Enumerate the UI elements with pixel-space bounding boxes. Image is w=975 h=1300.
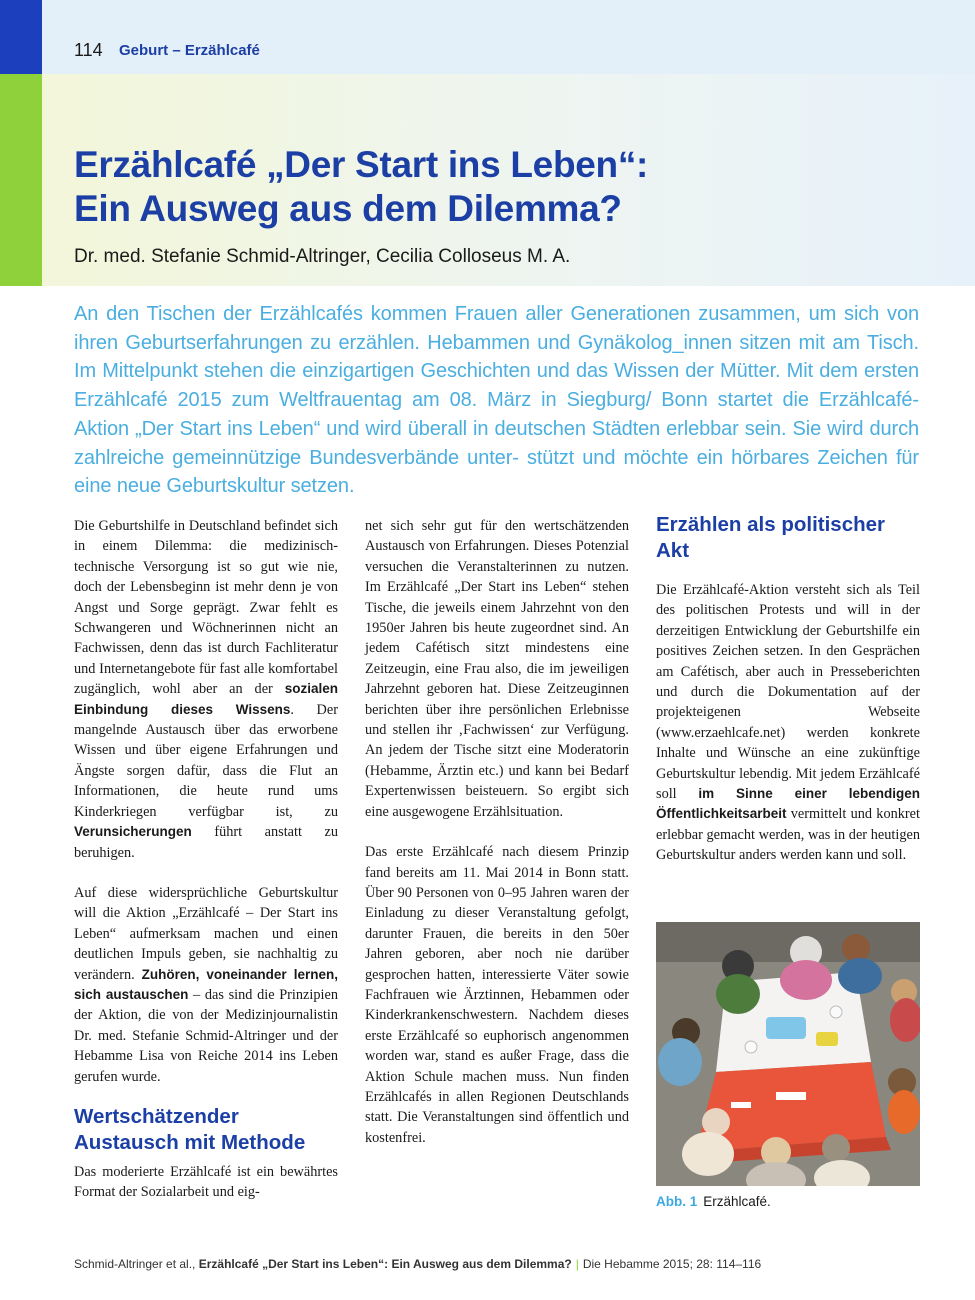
header-bar <box>0 0 975 74</box>
bold-phrase: Verunsicherungen <box>74 824 192 840</box>
article-authors: Dr. med. Stefanie Schmid-Altringer, Cecilia Colloseus M. A. <box>74 246 571 267</box>
footer-citation <box>74 1257 761 1271</box>
col3-paragraph-1: Die Erzählcafé-Aktion versteht sich als Teil des politischen Protests und will in der derzeitigen Entwicklung der Geburtshilfe ein positives Zeichen setzen. In den Gesprächen am Cafétisch, aber auch in Presseberichten und durch die Dokumentation auf der projekteigenen Webseite (www.erzaehlcafe.net) werden konkrete Inhalte und Wünsche an eine zukünftige Geburtskultur lebendig. Mit jedem Erzählcafé soll im Sinne einer lebendigen Öffentlichkeitsarbeit vermittelt und konkret erlebbar gemacht werden, was in der heutigen Geburtskultur anders werden kann und soll. <box>656 582 920 864</box>
col2-paragraph-1: net sich sehr gut für den wertschätzenden Austausch von Erfahrungen. Dieses Potenzial versuchen die Veranstalterinnen zu nutzen. Im Erzählcafé „Der Start ins Leben“ stehen Tische, die jeweils einem Jahrzehnt von den 1950er Jahren bis heute zugeordnet sind. An jedem Cafétisch sitzt mindestens eine Zeitzeugin, eine Frau also, die im jeweiligen Jahrzehnt geboren hat. Diese Zeitzeuginnen berichten über ihre persönlichen Erlebnisse und stellen ihr ‚Fachwissen‘ zur Verfügung. An jedem der Tische sitzt eine Moderatorin (Hebamme, Ärztin etc.) und kann bei Bedarf Expertenwissen beisteuern. So ergibt sich eine ausgewogene Erzählsituation. <box>365 518 629 820</box>
lead-paragraph: An den Tischen der Erzählcafés kommen Frauen aller Generationen zusammen, um sich von ihren Geburtserfahrungen zu erzählen. Hebammen und Gynäkolog_innen sitzen mit am Tisch. Im Mittelpunkt stehen die einzigartigen Geschichten und das Wissen der Mütter. Mit dem ersten Erzählcafé 2015 zum Weltfrauentag am 08. März in Siegburg/ Bonn startet die Erzählcafé-Aktion „Der Start ins Leben“ und wird überall in deutschen Städten erlebbar sein. Sie wird durch zahlreiche gemeinnützige Bundesverbände unter- stützt und möchte ein hörbares Zeichen für eine neue Geburtskultur setzen. <box>74 303 919 498</box>
column-3 <box>656 513 920 866</box>
running-head: Geburt – Erzählcafé <box>119 42 260 59</box>
col1-paragraph-3: Das moderierte Erzählcafé ist ein bewährtes Format der Sozialarbeit und eig- <box>74 1164 338 1201</box>
green-side-band <box>0 74 42 286</box>
title-line-1: Erzählcafé „Der Start ins Leben“: <box>74 144 649 185</box>
header-accent-block <box>0 0 42 74</box>
column-1-continued <box>74 1162 338 1203</box>
footer-title: Erzählcafé „Der Start ins Leben“: Ein Ausweg aus dem Dilemma? <box>198 1257 572 1271</box>
erzaehlcafe-photo <box>656 922 920 1186</box>
article-title <box>74 143 934 231</box>
column-1 <box>74 516 338 1087</box>
figure-caption-text: Erzählcafé. <box>703 1194 771 1209</box>
col1-paragraph-1: Die Geburtshilfe in Deutschland befindet sich in einem Dilemma: die medizinisch-technische Versorgung ist so gut wie nie, doch der Lebensbeginn ist mehr denn je von Angst und Sorge geprägt. Zwar fehlt es Schwangeren und Wöchnerinnen nicht an Fachwissen, denn das ist durch Fachliteratur und Internetangebote für fast alle komfortabel zugänglich, wohl aber an der sozialen Einbindung dieses Wissens. Der mangelnde Austausch über das erworbene Wissen und über eigene Erfahrungen und Ängste sorgen dafür, dass die Flut an Informationen, die heute rund ums Kinderkriegen verfügbar ist, zu Verunsicherungen führt anstatt zu beruhigen. <box>74 518 338 861</box>
col2-paragraph-2: Das erste Erzählcafé nach diesem Prinzip fand bereits am 11. Mai 2014 in Bonn statt. Über 90 Personen von 0–95 Jahren waren der Einladung zu dieser Veranstaltung gefolgt, darunter Frauen, die bereits in den 50er Jahren geboren, aber noch nie darüber gesprochen hatten, interessierte Väter sowie Fachfrauen wie Ärztinnen, Hebammen oder Kinderkrankenschwestern. Nachdem dieses erste Erzählcafé so euphorisch angenommen worden war, stand es außer Frage, dass die Aktion Schule machen muss. Nun finden Erzählcafés in allen Regionen Deutschlands statt. Die Veranstaltungen sind öffentlich und kostenfrei. <box>365 844 629 1146</box>
figure-label: Abb. 1 <box>656 1194 698 1209</box>
footer-authors: Schmid-Altringer et al., <box>74 1257 199 1271</box>
page-number: 114 <box>74 40 103 60</box>
column-2 <box>365 516 629 1148</box>
section-heading-methode: Wertschätzender Austausch mit Methode <box>74 1105 306 1154</box>
section-heading-politischer-akt: Erzählen als politischer Akt <box>656 513 885 562</box>
figure-caption <box>656 1194 771 1209</box>
footer-journal: Die Hebamme 2015; 28: 114–116 <box>582 1257 762 1271</box>
col1-paragraph-2: Auf diese widersprüchliche Geburtskultur will die Aktion „Erzählcafé – Der Start ins Leben“ aufmerksam machen und einen deutlichen Impuls geben, sie nachhaltig zu verändern. Zuhören, voneinander lernen, sich austauschen – das sind die Prinzipien der Aktion, die von der Medizinjournalistin Dr. med. Stefanie Schmid-Altringer und der Hebamme Lisa von Reiche 2014 ins Leben gerufen wurde. <box>74 884 338 1085</box>
title-line-2: Ein Ausweg aus dem Dilemma? <box>74 188 622 229</box>
footer-separator: | <box>575 1257 579 1271</box>
bold-phrase: sozialen Einbindung dieses Wissens <box>74 681 338 717</box>
bold-phrase: im Sinne einer lebendigen Öffentlichkeitsarbeit <box>656 786 920 822</box>
photo-illustration <box>656 922 920 1186</box>
bold-phrase: Zuhören, voneinander lernen, sich austauschen <box>74 966 338 1002</box>
